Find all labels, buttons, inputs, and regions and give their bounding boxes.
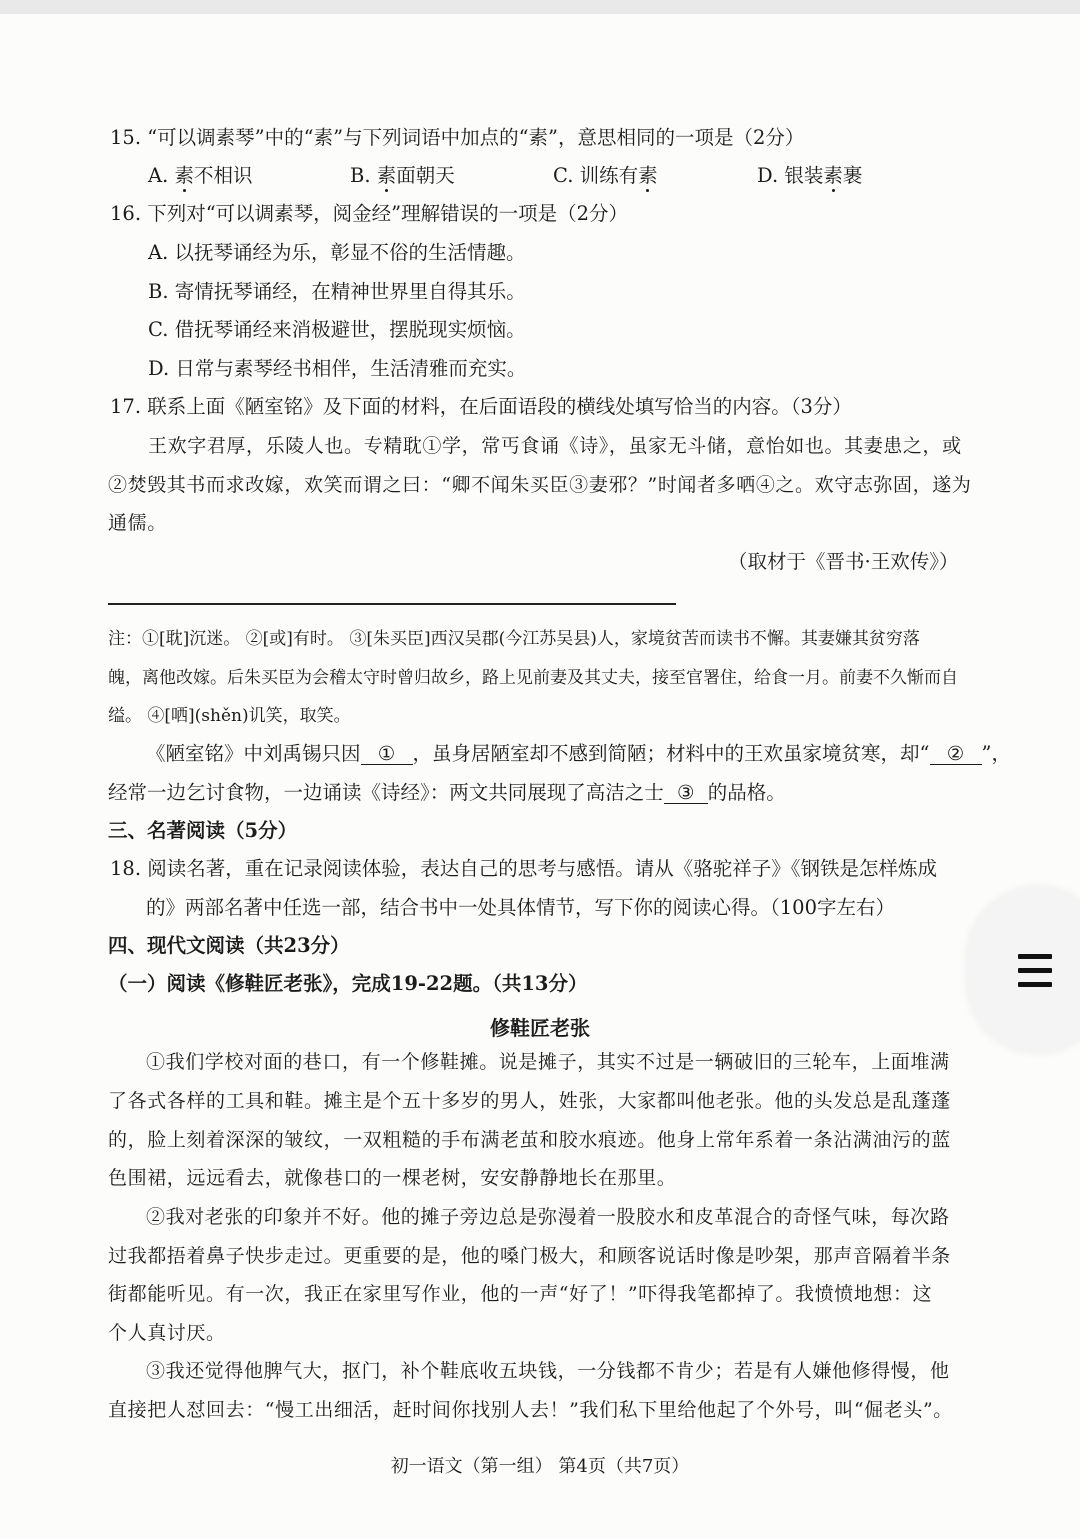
article-line: ①我们学校对面的巷口，有一个修鞋摊。说是摊子，其实不过是一辆破旧的三轮车，上面堆满 [146, 1051, 950, 1073]
q17-fill-line: 经常一边乞讨食物，一边诵读《诗经》：两文共同展现了高洁之士 ③ 的品格。 [108, 781, 786, 804]
page-footer: 初一语文（第一组） 第4页（共7页） [390, 1456, 690, 1477]
section-heading: 三、名著阅读（5分） [108, 819, 298, 842]
q18-line: 的》两部名著中任选一部，结合书中一处具体情节，写下你的阅读心得。（100字左右） [146, 896, 895, 919]
article-title: 修鞋匠老张 [490, 1016, 590, 1040]
footnote-divider [108, 603, 676, 605]
q15-option-a: A. 素不相识 [148, 164, 253, 187]
article-line: 过我都捂着鼻子快步走过。更重要的是，他的嗓门极大，和顾客说话时像是吵架，那声音隔着半条 [108, 1245, 951, 1267]
article-line: 街都能听见。有一次，我正在家里写作业，他的一声“好了！”吓得我笔都掉了。我愤愤地想：这 [108, 1283, 933, 1305]
q15-option-b: B. 素面朝天 [350, 164, 455, 187]
menu-button[interactable] [968, 888, 1080, 1052]
q16-option-d: D. 日常与素琴经书相伴，生活清雅而充实。 [148, 357, 527, 380]
q17-note-line: 魄，离他改嫁。后朱买臣为会稽太守时曾归故乡，路上见前妻及其丈夫，接至官署住，给食一月。前妻不久惭而自 [108, 668, 958, 688]
q17-stem: 17. 联系上面《陋室铭》及下面的材料，在后面语段的横线处填写恰当的内容。（3分） [110, 395, 852, 418]
article-line: 的，脸上刻着深深的皱纹，一双粗糙的手布满老茧和胶水痕迹。他身上常年系着一条沾满油污的蓝 [108, 1129, 951, 1151]
q17-passage-line: 王欢字君厚，乐陵人也。专精耽①学，常丐食诵《诗》，虽家无斗储，意怡如也。其妻患之，或 [148, 435, 962, 457]
q16-option-b: B. 寄情抚琴诵经，在精神世界里自得其乐。 [148, 280, 526, 303]
section-heading: 四、现代文阅读（共23分） [108, 934, 350, 957]
q16-option-a: A. 以抚琴诵经为乐，彰显不俗的生活情趣。 [148, 241, 526, 264]
article-line: 个人真讨厌。 [108, 1322, 226, 1344]
q17-note-line: 缢。 ④[哂](shěn)讥笑，取笑。 [108, 706, 351, 726]
q17-fill-line: 《陋室铭》中刘禹锡只因 ① ，虽身居陋室却不感到简陋；材料中的王欢虽家境贫寒，却“ ② ”， [146, 742, 1011, 765]
q15-option-c: C. 训练有素 [553, 164, 658, 187]
article-line: 直接把人怼回去：“慢工出细活，赶时间你找别人去！”我们私下里给他起了个外号，叫“倔老头”。 [108, 1399, 953, 1421]
blank-1: ① [361, 744, 413, 765]
q17-passage-line: ②焚毁其书而求改嫁，欢笑而谓之曰：“卿不闻朱买臣③妻邪？”时闻者多哂④之。欢守志弥固，遂为 [108, 474, 972, 496]
blank-3: ③ [664, 783, 708, 804]
article-line: 色围裙，远远看去，就像巷口的一棵老树，安安静静地长在那里。 [108, 1167, 677, 1189]
q16-stem: 16. 下列对“可以调素琴，阅金经”理解错误的一项是（2分） [110, 202, 629, 225]
blank-2: ② [930, 744, 982, 765]
q15-option-d: D. 银装素裹 [757, 164, 863, 187]
article-line: 了各式各样的工具和鞋。摊主是个五十多岁的男人，姓张，大家都叫他老张。他的头发总是乱蓬蓬 [108, 1090, 951, 1112]
q16-option-c: C. 借抚琴诵经来消极避世，摆脱现实烦恼。 [148, 318, 526, 341]
q17-note-line: 注：①[耽]沉迷。 ②[或]有时。 ③[朱买臣]西汉吴郡(今江苏吴县)人，家境贫苦而读书不懈。其妻嫌其贫穷落 [108, 629, 920, 649]
article-line: ②我对老张的印象并不好。他的摊子旁边总是弥漫着一股胶水和皮革混合的奇怪气味，每次路 [146, 1206, 950, 1228]
subsection-heading: （一）阅读《修鞋匠老张》，完成19-22题。（共13分） [108, 972, 588, 995]
q18-line: 18. 阅读名著，重在记录阅读体验，表达自己的思考与感悟。请从《骆驼祥子》《钢铁是怎样炼成 [110, 857, 937, 880]
q17-source: （取材于《晋书·王欢传》） [728, 550, 959, 573]
article-line: ③我还觉得他脾气大，抠门，补个鞋底收五块钱，一分钱都不肯少；若是有人嫌他修得慢，他 [146, 1360, 950, 1382]
q15-stem: 15. “可以调素琴”中的“素”与下列词语中加点的“素”，意思相同的一项是（2分） [110, 126, 805, 149]
q17-passage-line: 通儒。 [108, 512, 167, 534]
